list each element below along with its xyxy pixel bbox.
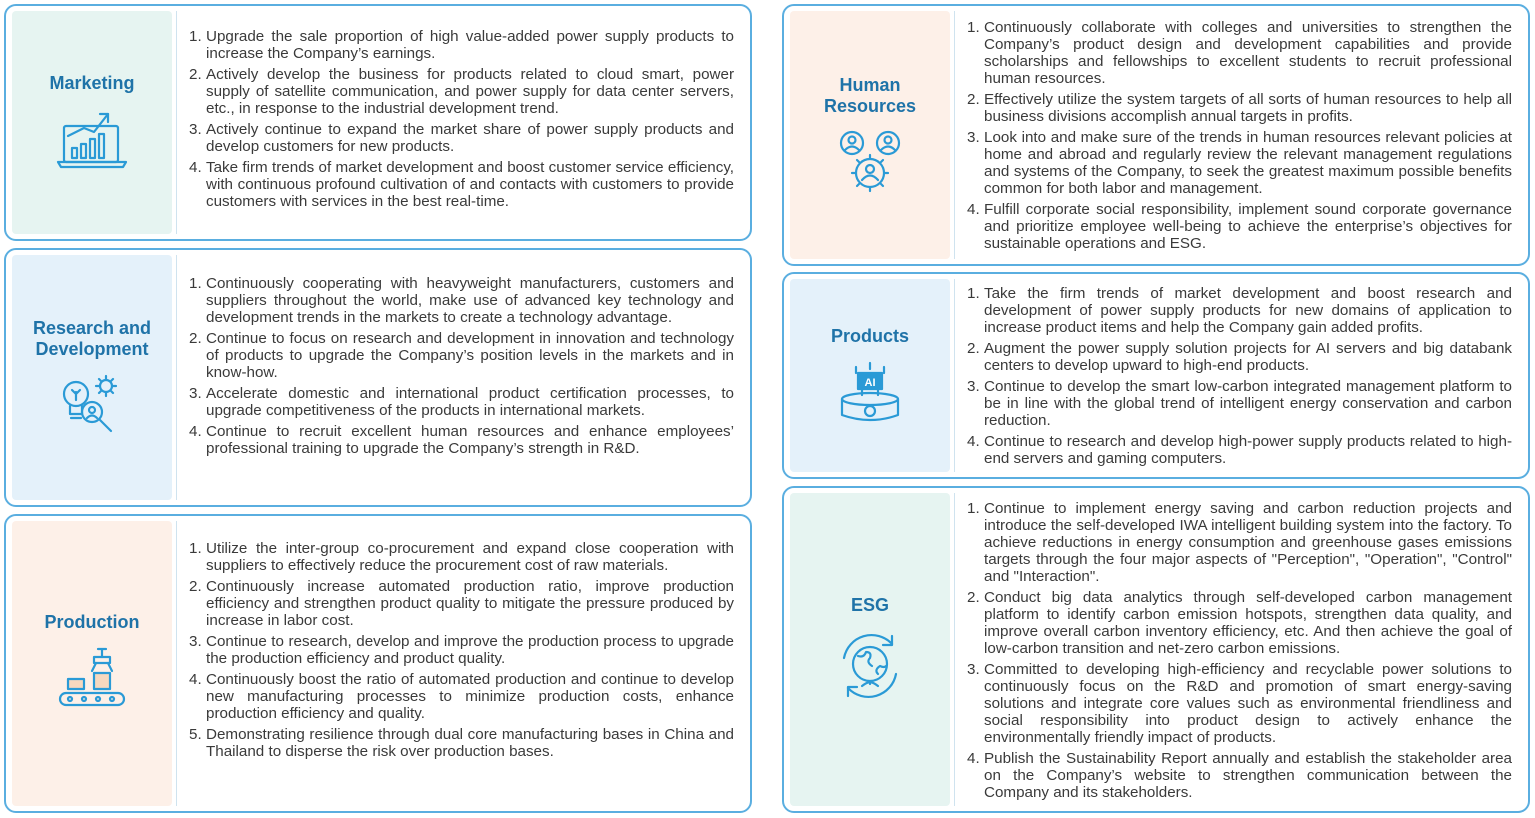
production-title: Production [44,612,140,632]
ai-server-icon [832,359,908,425]
products-card [782,272,1530,479]
item-number: 2. [967,340,980,357]
list-item [967,433,1512,467]
item-text: Take the firm trends of market development and boost research and development of power supply products for new domains of application to increase product items and help the Company gain added profits. [984,285,1512,336]
item-number: 5. [189,726,202,743]
marketing-card [4,4,752,241]
item-text: Continue to develop the smart low-carbon integrated management platform to be in line with the global trend of intelligent energy conservation and carbon reduction. [984,378,1512,429]
item-text: Continuously collaborate with colleges and universities to strengthen the Company’s product design and development capabilities and provide scholarships and fellowships to excellent students to recruit professional human resources. [984,19,1512,87]
item-number: 2. [189,330,202,347]
list-item [189,66,734,117]
ai-icon-label: AI [864,377,876,389]
list-item [967,589,1512,657]
item-number: 1. [189,275,202,292]
item-text: Accelerate domestic and international product certification processes, to upgrade competitiveness of the products in international markets. [206,385,734,419]
list-item [189,275,734,326]
rnd-list [189,275,734,461]
rnd-title: Research and Development [32,317,152,359]
item-number: 3. [189,633,202,650]
list-item [967,201,1512,252]
list-item [967,378,1512,429]
hr-divider [954,11,955,259]
item-text: Look into and make sure of the trends in human resources relevant policies at home and abroad and regularly review the relevant management regulations and systems of the Company, to seek the greatest maximum possible benefits common for both labor and management. [984,129,1512,197]
products-title: Products [830,326,909,346]
item-text: Continuously boost the ratio of automated production and continue to develop new manufacturing processes to minimize production costs, enhance production efficiency and quality. [206,671,734,722]
item-text: Continue to implement energy saving and carbon reduction projects and introduce the self-developed IWA intelligent building system into the factory. To achieve reductions in energy consumption and greenhouse gases emissions targets through the four major aspects of "Perception", "Operation", "Control" and "Interaction". [984,500,1512,585]
item-text: Upgrade the sale proportion of high value-added power supply products to increase the Company’s earnings. [206,28,734,62]
marketing-panel [12,11,172,234]
products-list [967,285,1512,471]
hr-list [967,19,1512,256]
item-text: Effectively utilize the system targets of all sorts of human resources to help all business divisions accomplish annual targets in profits. [984,91,1512,125]
item-number: 2. [967,91,980,108]
list-item [189,121,734,155]
item-text: Continuously increase automated production ratio, improve production efficiency and strengthen product quality to mitigate the pressure produced by increase in labor cost. [206,578,734,629]
lightbulb-gear-magnifier-icon [54,372,130,438]
item-number: 4. [189,159,202,176]
marketing-title: Marketing [49,73,135,93]
hr-card [782,4,1530,266]
item-number: 3. [189,385,202,402]
list-item [967,340,1512,374]
item-text: Utilize the inter-group co-procurement and expand close cooperation with suppliers to effectively reduce the procurement cost of raw materials. [206,540,734,574]
item-text: Augment the power supply solution projects for AI servers and big databank centers to develop upward to high-end products. [984,340,1512,374]
list-item [967,285,1512,336]
item-text: Actively develop the business for products related to cloud smart, power supply of satellite communication, and power supply for data center servers, etc., in response to the industrial development trend. [206,66,734,117]
item-number: 1. [189,540,202,557]
item-number: 4. [967,750,980,767]
hr-panel [790,11,950,259]
list-item [189,578,734,629]
list-item [967,500,1512,585]
people-gear-icon [832,129,908,195]
item-text: Actively continue to expand the market share of power supply products and develop customers for new products. [206,121,734,155]
esg-divider [954,493,955,806]
item-number: 4. [189,423,202,440]
products-divider [954,279,955,472]
list-item [967,129,1512,197]
esg-list [967,500,1512,805]
esg-title: ESG [850,595,889,615]
item-number: 3. [967,661,980,678]
item-text: Continue to recruit excellent human resources and enhance employees’ professional training to upgrade the Company’s strength in R&D. [206,423,734,457]
production-panel [12,521,172,806]
list-item [189,726,734,760]
rnd-panel [12,255,172,500]
list-item [189,671,734,722]
item-text: Fulfill corporate social responsibility, implement sound corporate governance and prioritize employee well-being to achieve the enterprise’s objectives for sustainable operations and ESG. [984,201,1512,252]
list-item [967,750,1512,801]
esg-panel [790,493,950,806]
item-number: 1. [967,500,980,517]
item-text: Publish the Sustainability Report annually and establish the stakeholder area on the Company’s website to strengthen communication between the Company and its stakeholders. [984,750,1512,801]
item-number: 2. [189,578,202,595]
item-number: 2. [967,589,980,606]
list-item [189,330,734,381]
rnd-card [4,248,752,507]
item-number: 3. [967,129,980,146]
production-divider [176,521,177,806]
item-text: Conduct big data analytics through self-developed carbon management platform to identify carbon emission hotspots, strengthen data quality, and improve overall carbon inventory efficiency, etc. And then achieve the goal of low-carbon transition and net-zero carbon emissions. [984,589,1512,657]
item-number: 4. [189,671,202,688]
laptop-growth-chart-icon [54,106,130,172]
production-card [4,514,752,813]
products-panel [790,279,950,472]
item-text: Continue to research and develop high-power supply products related to high-end servers and gaming computers. [984,433,1512,467]
rnd-divider [176,255,177,500]
item-text: Committed to developing high-efficiency and recyclable power solutions to continuously focus on the R&D and promotion of smart energy-saving solutions and integrate core values such as environmental friendliness and social responsibility into product design to actively enhance the environmentally friendly impact of products. [984,661,1512,746]
marketing-divider [176,11,177,234]
conveyor-robot-arm-icon [54,645,130,715]
list-item [189,159,734,210]
item-number: 4. [967,433,980,450]
item-text: Continuously cooperating with heavyweight manufacturers, customers and suppliers throughout the world, make use of advanced key technology and development trends in the markets to create a technology advantage. [206,275,734,326]
globe-recycle-icon [832,628,908,704]
list-item [189,385,734,419]
list-item [189,423,734,457]
item-number: 3. [967,378,980,395]
item-text: Continue to research, develop and improve the production process to upgrade the production efficiency and product quality. [206,633,734,667]
marketing-list [189,28,734,214]
item-number: 2. [189,66,202,83]
list-item [189,28,734,62]
esg-card [782,486,1530,813]
item-number: 1. [189,28,202,45]
item-text: Take firm trends of market development and boost customer service efficiency, with continuous profound cultivation of and contacts with customers to provide customers with services in the best real-time. [206,159,734,210]
item-text: Demonstrating resilience through dual core manufacturing bases in China and Thailand to disperse the risk over production bases. [206,726,734,760]
item-number: 1. [967,19,980,36]
item-number: 1. [967,285,980,302]
list-item [967,661,1512,746]
item-number: 4. [967,201,980,218]
item-text: Continue to focus on research and development in innovation and technology of products to upgrade the Company’s position levels in the markets and in know-how. [206,330,734,381]
list-item [189,633,734,667]
list-item [967,91,1512,125]
list-item [967,19,1512,87]
item-number: 3. [189,121,202,138]
hr-title: Human Resources [823,75,917,116]
list-item [189,540,734,574]
production-list [189,540,734,764]
